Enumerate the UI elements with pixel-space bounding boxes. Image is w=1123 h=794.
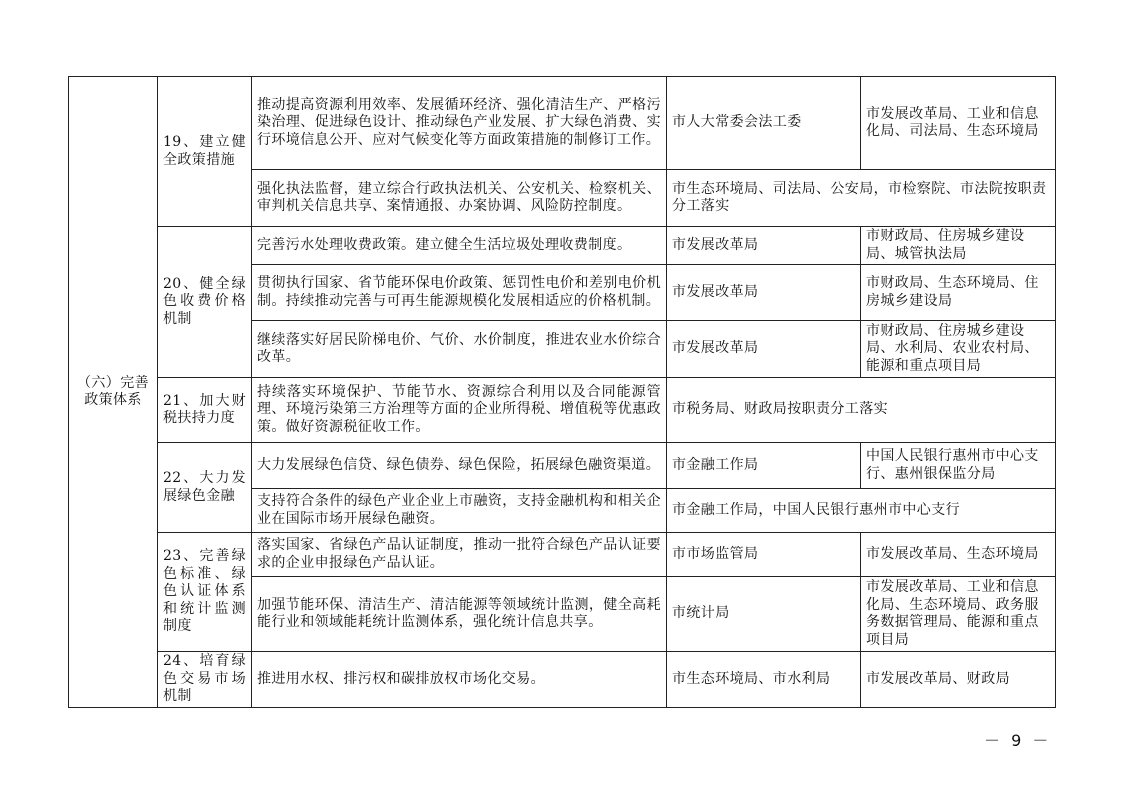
table-row [69,533,1056,577]
partner-units-cell: 市财政局、生态环境局、住房城乡建设局 [861,265,1056,321]
measure-title: 21、加大财税扶持力度 [158,378,252,443]
page-number: － 9 － [984,731,1052,750]
category-cell: （六）完善政策体系 [69,77,158,708]
table-row [69,652,1056,708]
partner-units-cell: 市财政局、住房城乡建设局、水利局、农业农村局、能源和重点项目局 [861,321,1056,378]
lead-unit-cell: 市统计局 [667,577,861,652]
task-cell: 继续落实好居民阶梯电价、气价、水价制度，推进农业水价综合改革。 [252,321,667,378]
task-cell: 推进用水权、排污权和碳排放权市场化交易。 [252,652,667,708]
task-cell: 落实国家、省绿色产品认证制度，推动一批符合绿色产品认证要求的企业申报绿色产品认证。 [252,533,667,577]
task-cell: 强化执法监督，建立综合行政执法机关、公安机关、检察机关、审判机关信息共享、案情通报、办案协调、风险防控制度。 [252,170,667,227]
partner-units-cell: 市发展改革局、工业和信息化局、生态环境局、政务服务数据管理局、能源和重点项目局 [861,577,1056,652]
lead-unit-cell: 市生态环境局、市水利局 [667,652,861,708]
partner-units-cell: 市发展改革局、工业和信息化局、司法局、生态环境局 [861,77,1056,170]
lead-unit-cell: 市市场监管局 [667,533,861,577]
policy-table [68,76,1056,708]
measure-title: 19、建立健全政策措施 [158,77,252,227]
measure-title: 20、健全绿色收费价格机制 [158,227,252,378]
lead-unit-cell: 市发展改革局 [667,321,861,378]
lead-unit-cell: 市人大常委会法工委 [667,77,861,170]
task-cell: 大力发展绿色信贷、绿色债券、绿色保险，拓展绿色融资渠道。 [252,443,667,489]
lead-unit-cell: 市税务局、财政局按职责分工落实 [667,378,1056,443]
task-cell: 支持符合条件的绿色产业企业上市融资，支持金融机构和相关企业在国际市场开展绿色融资。 [252,489,667,533]
task-cell: 完善污水处理收费政策。建立健全生活垃圾处理收费制度。 [252,227,667,265]
measure-title: 24、培育绿色交易市场机制 [158,652,252,708]
lead-unit-cell: 市金融工作局 [667,443,861,489]
partner-units-cell: 市发展改革局、财政局 [861,652,1056,708]
table-row [69,227,1056,265]
table-row [69,443,1056,489]
partner-units-cell: 中国人民银行惠州市中心支行、惠州银保监分局 [861,443,1056,489]
measure-title: 23、完善绿色标准、绿色认证体系和统计监测制度 [158,533,252,652]
task-cell: 加强节能环保、清洁生产、清洁能源等领域统计监测，健全高耗能行业和领域能耗统计监测体系，强化统计信息共享。 [252,577,667,652]
lead-unit-cell: 市金融工作局，中国人民银行惠州市中心支行 [667,489,1056,533]
partner-units-cell: 市发展改革局、生态环境局 [861,533,1056,577]
partner-units-cell: 市财政局、住房城乡建设局、城管执法局 [861,227,1056,265]
table-row [69,77,1056,170]
lead-unit-cell: 市生态环境局、司法局、公安局，市检察院、市法院按职责分工落实 [667,170,1056,227]
task-cell: 持续落实环境保护、节能节水、资源综合利用以及合同能源管理、环境污染第三方治理等方面的企业所得税、增值税等优惠政策。做好资源税征收工作。 [252,378,667,443]
lead-unit-cell: 市发展改革局 [667,265,861,321]
task-cell: 推动提高资源利用效率、发展循环经济、强化清洁生产、严格污染治理、促进绿色设计、推动绿色产业发展、扩大绿色消费、实行环境信息公开、应对气候变化等方面政策措施的制修订工作。 [252,77,667,170]
measure-title: 22、大力发展绿色金融 [158,443,252,533]
lead-unit-cell: 市发展改革局 [667,227,861,265]
table-row [69,378,1056,443]
task-cell: 贯彻执行国家、省节能环保电价政策、惩罚性电价和差别电价机制。持续推动完善与可再生能源规模化发展相适应的价格机制。 [252,265,667,321]
